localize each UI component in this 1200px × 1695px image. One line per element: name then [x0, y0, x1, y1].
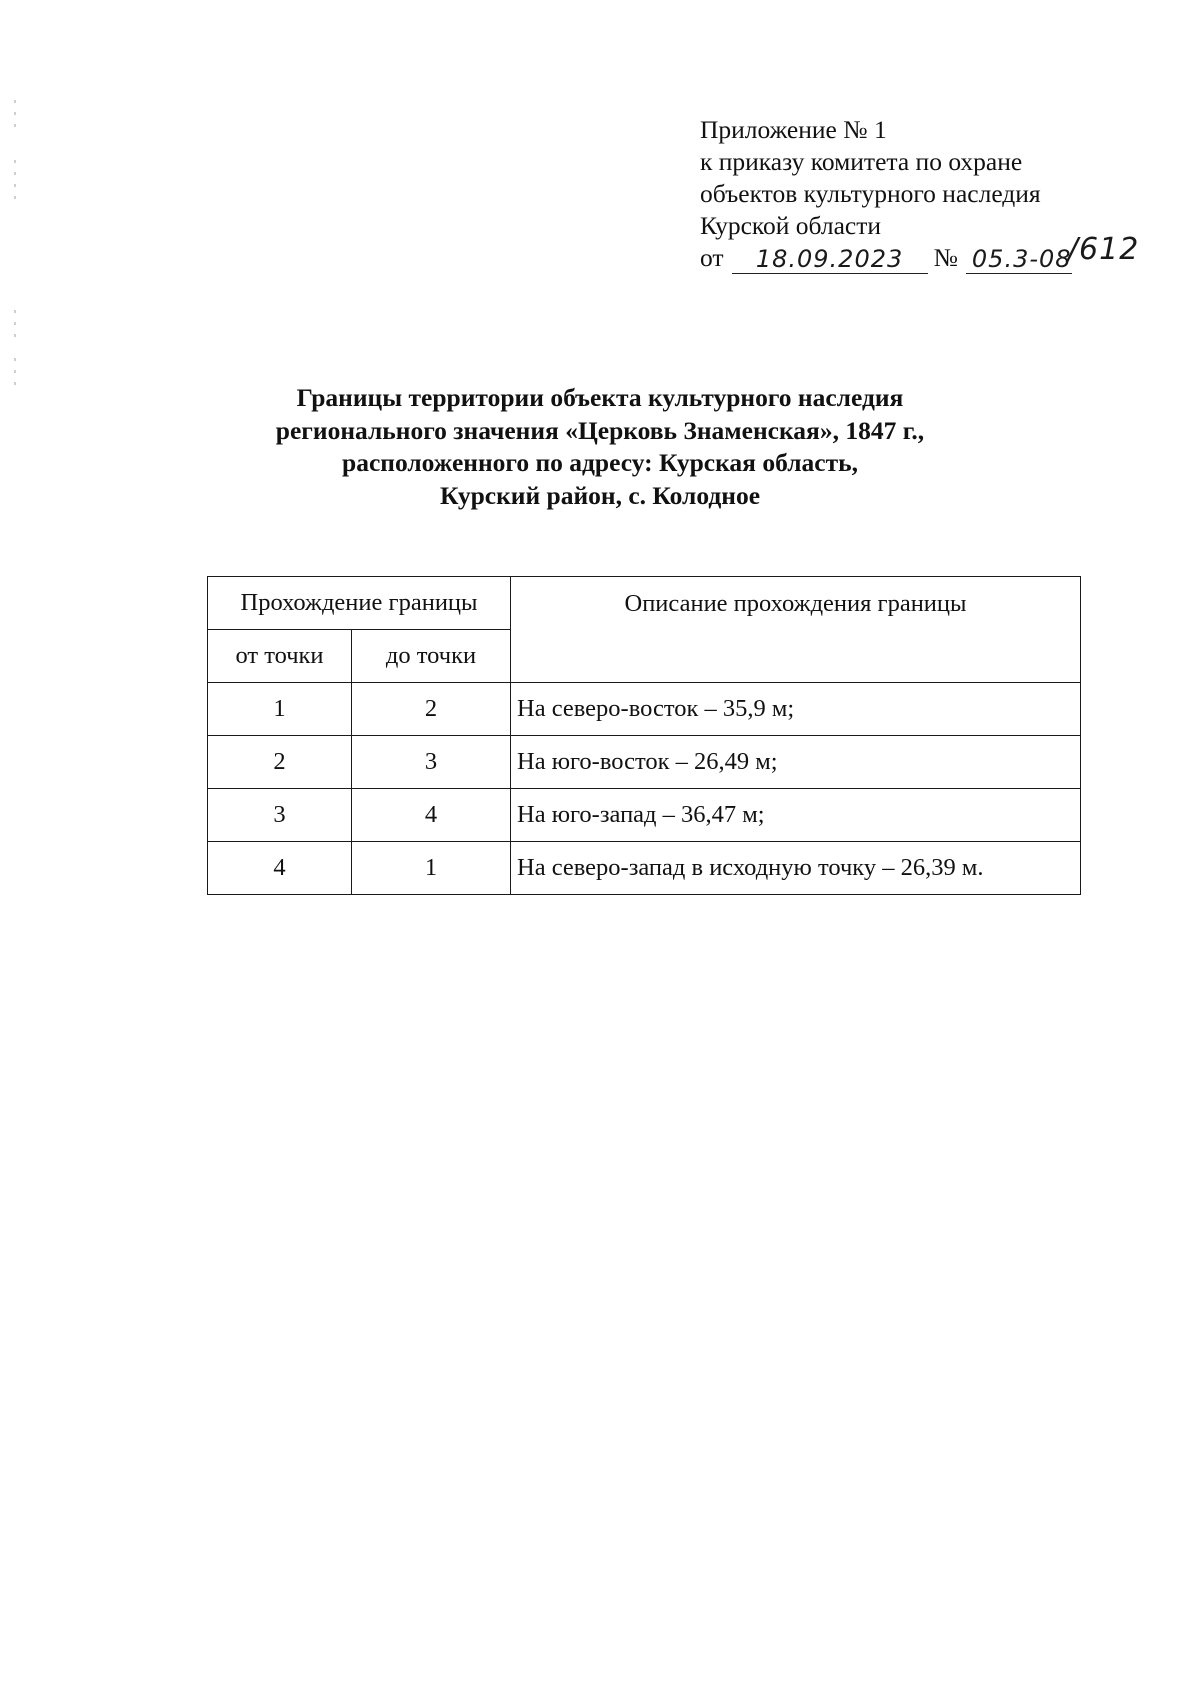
scan-margin-marks [14, 100, 16, 400]
document-title [0, 382, 1200, 512]
header-to-point: до точки [352, 630, 511, 683]
boundary-table [207, 576, 1081, 895]
header-boundary-description: Описание прохождения границы [511, 577, 1081, 683]
row-to: 2 [352, 683, 511, 736]
row-from: 4 [208, 842, 352, 895]
order-number-tail: /612 [1067, 232, 1140, 267]
row-to: 3 [352, 736, 511, 789]
appendix-committee: объектов культурного наследия [700, 179, 1041, 208]
title-line-2: регионального значения «Церковь Знаменская», 1847 г., [275, 415, 925, 445]
row-from: 1 [208, 683, 352, 736]
order-from-label: от [700, 243, 724, 272]
title-line-4: Курский район, с. Колодное [439, 480, 761, 510]
row-description: На юго-восток – 26,49 м; [511, 736, 1081, 789]
row-from: 3 [208, 789, 352, 842]
appendix-header [700, 114, 1139, 274]
table-row [208, 789, 1081, 842]
table-row [208, 842, 1081, 895]
row-description: На северо-восток – 35,9 м; [511, 683, 1081, 736]
order-date: 18.09.2023 [732, 245, 928, 274]
appendix-region: Курской области [700, 211, 882, 240]
table-row [208, 683, 1081, 736]
order-date-number [700, 232, 1140, 274]
row-to: 1 [352, 842, 511, 895]
header-from-point: от точки [208, 630, 352, 683]
order-number-label: № [933, 243, 958, 272]
row-from: 2 [208, 736, 352, 789]
order-number: 05.3-08 [966, 245, 1072, 274]
appendix-number: Приложение № 1 [700, 115, 887, 144]
title-line-3: расположенного по адресу: Курская область, [342, 448, 858, 477]
table-header-row [208, 577, 1081, 630]
table-row [208, 736, 1081, 789]
header-boundary-passage: Прохождение границы [208, 577, 511, 630]
appendix-order-ref: к приказу комитета по охране [700, 147, 1023, 176]
row-to: 4 [352, 789, 511, 842]
row-description: На северо-запад в исходную точку – 26,39 м. [511, 842, 1081, 895]
row-description: На юго-запад – 36,47 м; [511, 789, 1081, 842]
title-line-1: Границы территории объекта культурного наследия [296, 383, 904, 412]
